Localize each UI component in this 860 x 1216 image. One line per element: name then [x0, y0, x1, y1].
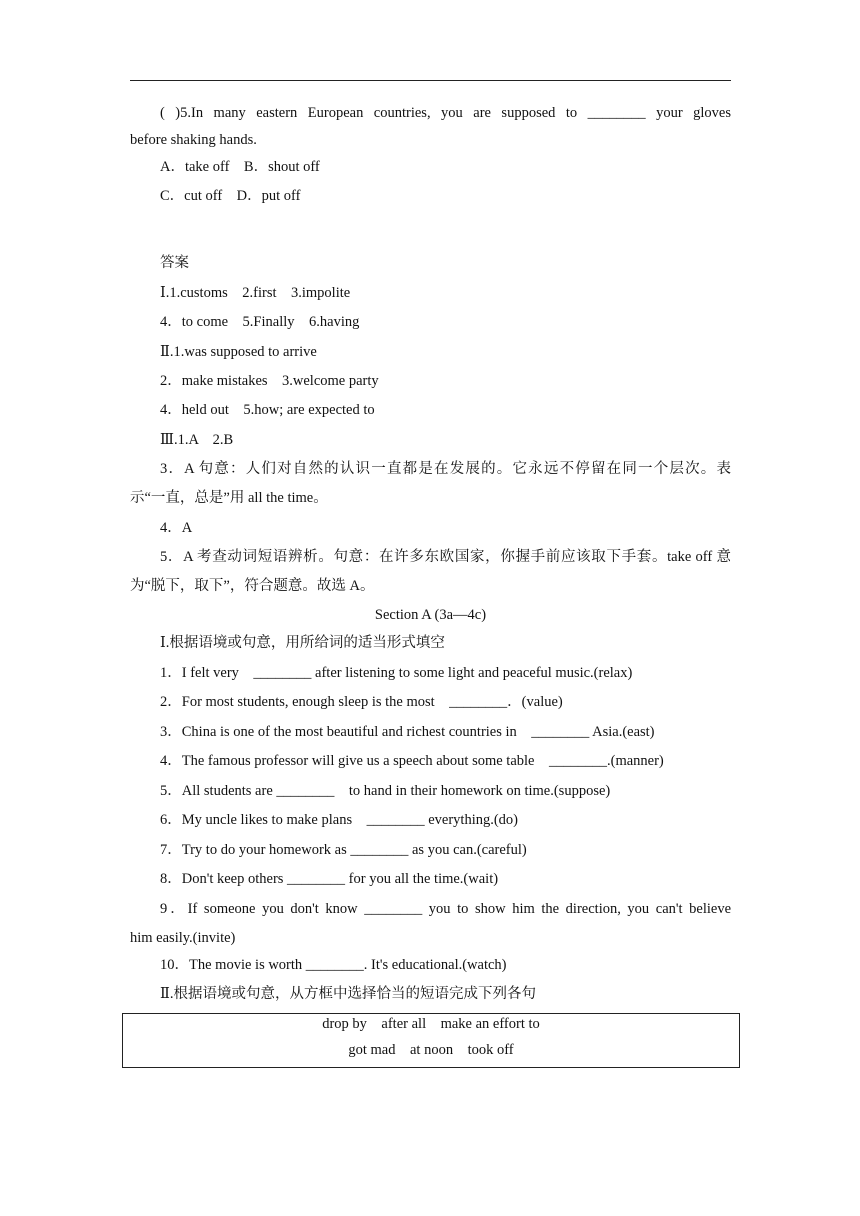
answer-explanation-cont: 为“脱下，取下”，符合题意。故选 A。 — [130, 578, 375, 594]
answer-line: 4．A — [160, 520, 193, 536]
part-2-heading: Ⅱ.根据语境或句意，从方框中选择恰当的短语完成下列各句 — [160, 986, 536, 1002]
exercise-item: 9．If someone you don't know ________ you to show him the direction, you can't believe — [160, 901, 731, 917]
question-5-options-ab: A．take off B．shout off — [160, 159, 320, 175]
exercise-item: 3．China is one of the most beautiful and richest countries in ________ Asia.(east) — [160, 724, 655, 740]
answer-explanation-cont: 示“一直，总是”用 all the time。 — [130, 490, 328, 506]
question-5-stem-cont: before shaking hands. — [130, 132, 257, 148]
phrase-box-row: drop by after all make an effort to — [322, 1016, 540, 1032]
exercise-item: 7．Try to do your homework as ________ as you can.(careful) — [160, 842, 527, 858]
answer-explanation: 5．A 考查动词短语辨析。句意：在许多东欧国家，你握手前应该取下手套。take off 意 — [160, 549, 731, 565]
phrase-box-row: got mad at noon took off — [348, 1042, 514, 1058]
exercise-item-cont: him easily.(invite) — [130, 930, 236, 946]
exercise-item: 8．Don't keep others ________ for you all the time.(wait) — [160, 871, 499, 887]
exercise-item: 2．For most students, enough sleep is the most ________．(value) — [160, 694, 563, 710]
phrase-box — [122, 1013, 740, 1068]
answers-heading: 答案 — [160, 255, 189, 271]
exercise-item: 1．I felt very ________ after listening to some light and peaceful music.(relax) — [160, 665, 633, 681]
answer-explanation: 3．A 句意：人们对自然的认识一直都是在发展的。它永远不停留在同一个层次。表 — [160, 461, 731, 477]
header-rule — [130, 80, 731, 81]
answer-line: 2．make mistakes 3.welcome party — [160, 373, 379, 389]
answer-line: 4．held out 5.how; are expected to — [160, 402, 375, 418]
answer-line: Ⅰ.1.customs 2.first 3.impolite — [160, 285, 351, 301]
section-title: Section A (3a—4c) — [374, 607, 487, 623]
exercise-item: 6．My uncle likes to make plans ________ everything.(do) — [160, 812, 519, 828]
answer-line: 4．to come 5.Finally 6.having — [160, 314, 360, 330]
answer-line: Ⅲ.1.A 2.B — [160, 432, 234, 448]
part-1-heading: Ⅰ.根据语境或句意，用所给词的适当形式填空 — [160, 635, 445, 651]
exercise-item: 4．The famous professor will give us a speech about some table ________.(manner) — [160, 753, 664, 769]
exercise-item: 10．The movie is worth ________. It's educational.(watch) — [160, 957, 507, 973]
exercise-item: 5．All students are ________ to hand in their homework on time.(suppose) — [160, 783, 611, 799]
question-5-stem: ( )5.In many eastern European countries, you are supposed to ________ your gloves — [160, 105, 731, 121]
question-5-options-cd: C．cut off D．put off — [160, 188, 301, 204]
answer-line: Ⅱ.1.was supposed to arrive — [160, 344, 317, 360]
